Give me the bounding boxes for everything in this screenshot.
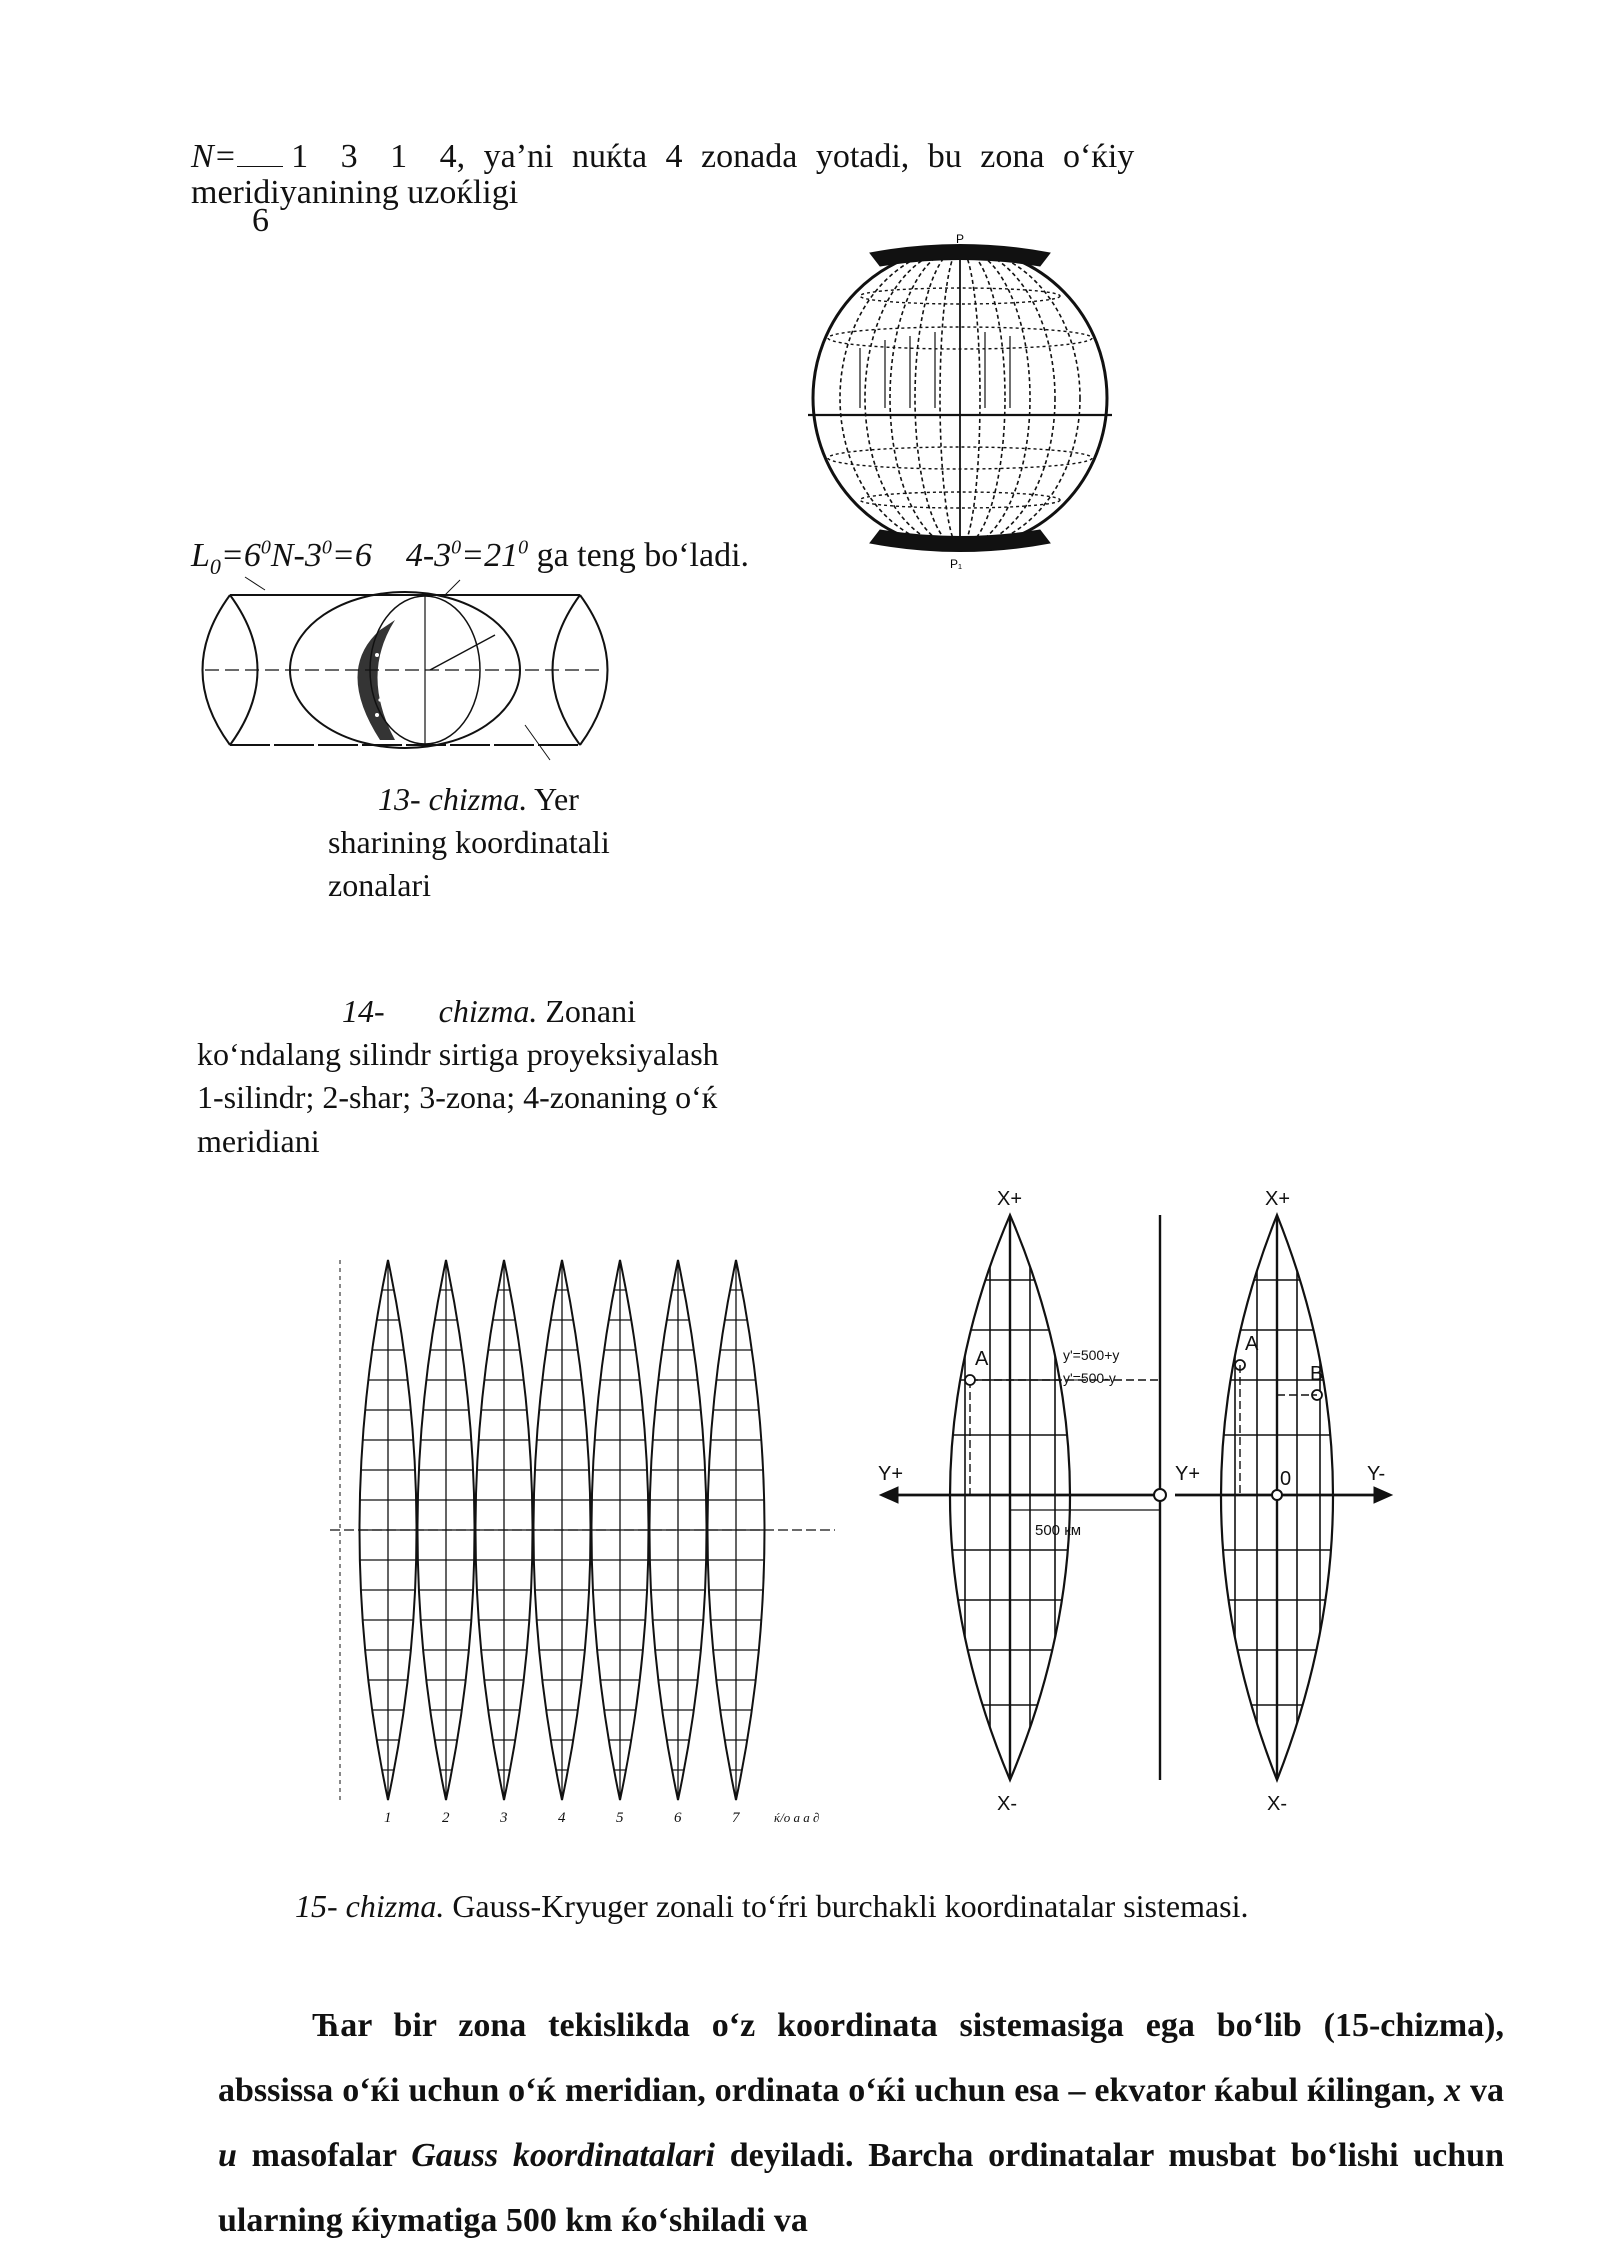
x-minus-label-a: X- <box>997 1793 1017 1815</box>
body-var-u: u <box>218 2137 237 2174</box>
pole-top-label: P <box>956 232 965 246</box>
figure-14-label: chizma. <box>438 993 538 1029</box>
formula-l-sup4: 0 <box>518 536 529 559</box>
formula-l-sup2: 0 <box>321 536 332 559</box>
origin-label: 0 <box>1280 1468 1292 1490</box>
zone-number-label: 3 <box>500 1810 508 1826</box>
distance-500-label: 500 км <box>1035 1522 1082 1539</box>
formula-l-e: =21 <box>461 537 519 574</box>
figure-13-text: Yer sharining koordinatali zonalari <box>328 781 610 904</box>
body-text-1: bir zona tekislikda o‘z koordinata sistemasiga ega bo‘lib (15-chizma), abssissa o‘ќi uchun o‘ќ meridian, ordinata o‘ќi uchun esa – ekvator ќabul ќilingan, <box>218 2007 1504 2109</box>
body-va: va <box>1461 2072 1505 2109</box>
zone-number-label: 2 <box>442 1810 450 1826</box>
pole-bottom-label: P₁ <box>950 557 963 571</box>
zones-strip-diagram <box>330 1240 860 1840</box>
formula-l-d: =6 4-3 <box>331 537 452 574</box>
formula-l-b: =6 <box>220 537 261 574</box>
y-equation-2: у'=500-у <box>1063 1370 1116 1386</box>
body-gauss-term: Gauss koordinatalari <box>411 2137 715 2174</box>
figure-13-label: chizma. <box>428 781 528 817</box>
formula-n-rest: , ya’ni nuќta 4 zonada yotadi, bu zona o‘ќiy <box>456 138 1135 175</box>
x-plus-label-b: X+ <box>1265 1188 1291 1210</box>
formula-n-denominator: 6 <box>252 202 269 239</box>
formula-l-a: L <box>191 537 210 574</box>
body-paragraph <box>218 1993 1504 2253</box>
zone-number-label: 1 <box>384 1810 392 1826</box>
body-text-3: deyiladi. Barcha ordinatalar musbat bo‘lishi uchun ularning ќiymatiga 500 km ќo‘shiladi va <box>218 2137 1504 2239</box>
x-minus-label-b: X- <box>1267 1793 1287 1815</box>
formula-l-sup1: 0 <box>260 536 271 559</box>
y-plus-label-b: Y+ <box>1175 1463 1201 1485</box>
x-plus-label-a: X+ <box>997 1188 1023 1210</box>
point-b-label: B <box>1310 1363 1324 1385</box>
body-var-x: x <box>1444 2072 1462 2109</box>
formula-l-c: N-3 <box>270 537 322 574</box>
figure-14-number: 14- <box>342 993 385 1029</box>
formula-n-line2: meridiyanining uzoќligi <box>191 174 519 211</box>
formula-l-sup3: 0 <box>451 536 462 559</box>
figure-13-caption <box>328 778 688 908</box>
point-a-label-b: A <box>1245 1333 1259 1355</box>
zone-number-label: 4 <box>558 1810 566 1826</box>
figure-14-text: Zonani ko‘ndalang silindr sirtiga proyeksiyalash 1-silindr; 2-shar; 3-zona; 4-zonaning o‘ќ meridiani <box>197 993 719 1159</box>
body-first-word: Ћar <box>313 2007 372 2044</box>
figure-15-number: 15- <box>295 1888 338 1924</box>
point-a-label-a: A <box>975 1348 989 1370</box>
figure-14-caption <box>197 990 742 1163</box>
formula-n-numerator: 1 3 1 4 <box>291 138 457 175</box>
formula-l <box>191 535 749 580</box>
formula-l-tail: ga teng bo‘ladi. <box>528 537 750 574</box>
zone-tail-label: ќ/о а а ∂ <box>774 1810 820 1825</box>
formula-l-sub: 0 <box>209 553 221 579</box>
y-minus-label: Y- <box>1367 1463 1386 1485</box>
figure-13-number: 13- <box>378 781 421 817</box>
y-plus-label-a: Y+ <box>878 1463 904 1485</box>
y-equation-1: у'=500+у <box>1063 1347 1120 1363</box>
zone-number-label: 5 <box>616 1810 624 1826</box>
formula-n-lhs: N= <box>191 138 237 175</box>
globe-zones-diagram <box>800 228 1120 573</box>
figure-15-label: chizma. <box>345 1888 445 1924</box>
gauss-zones-diagram <box>870 1180 1400 1820</box>
figure-15-text: Gauss-Kryuger zonali to‘ŕri burchakli koordinatalar sistemasi. <box>452 1888 1249 1924</box>
zone-number-label: 7 <box>732 1810 740 1826</box>
figure-15-caption <box>295 1885 1249 1928</box>
body-text-2: masofalar <box>236 2137 412 2174</box>
cylinder-projection-diagram <box>185 575 625 775</box>
zone-number-label: 6 <box>674 1810 682 1826</box>
